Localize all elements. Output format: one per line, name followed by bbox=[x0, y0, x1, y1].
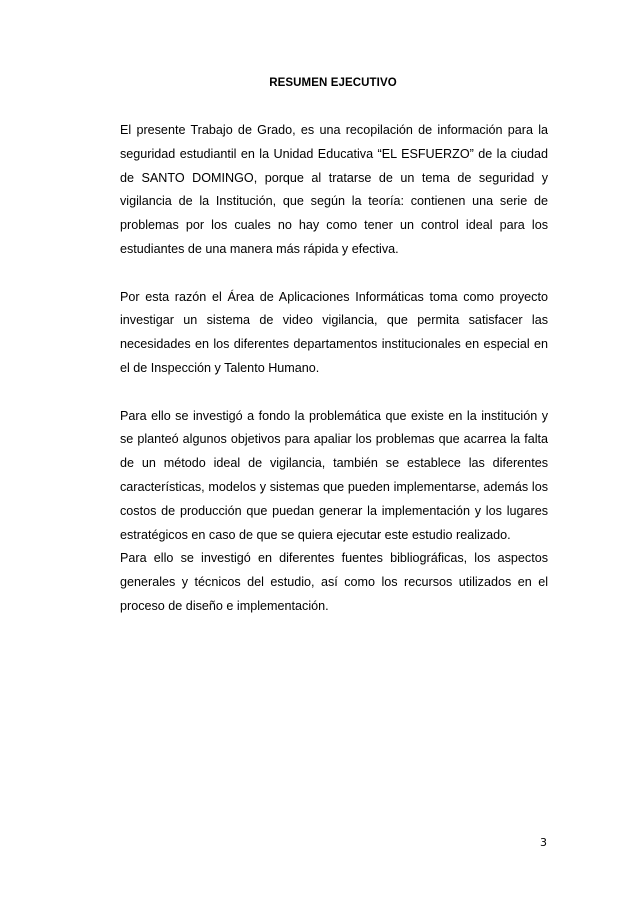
page-number: 3 bbox=[540, 836, 547, 849]
paragraph-3: Para ello se investigó a fondo la problemática que existe en la institución y se planteó algunos objetivos para apaliar los problemas que acarrea la falta de un método ideal de vigilancia, también se establece las diferentes características, modelos y sistemas que pueden implementarse, además los costos de producción que puedan generar la implementación y los lugares estratégicos en caso de que se quiera ejecutar este estudio realizado. bbox=[120, 408, 548, 542]
paragraph-2: Por esta razón el Área de Aplicaciones Informáticas toma como proyecto investigar un sistema de video vigilancia, que permita satisfacer las necesidades en los diferentes departamentos institucionales en especial en el de Inspección y Talento Humano. bbox=[120, 289, 548, 375]
paragraph-4: Para ello se investigó en diferentes fuentes bibliográficas, los aspectos generales y técnicos del estudio, así como los recursos utilizados en el proceso de diseño e implementación. bbox=[120, 551, 548, 613]
paragraph-1: El presente Trabajo de Grado, es una recopilación de información para la seguridad estudiantil en la Unidad Educativa “EL ESFUERZO” de la ciudad de SANTO DOMINGO, porque al tratarse de un tema de seguridad y vigilancia de la Institución, que según la teoría: contienen una serie de problemas por los cuales no hay como tener un control ideal para los estudiantes de una manera más rápida y efectiva. bbox=[120, 123, 548, 256]
document-body bbox=[120, 119, 548, 619]
page-title: RESUMEN EJECUTIVO bbox=[269, 77, 397, 89]
